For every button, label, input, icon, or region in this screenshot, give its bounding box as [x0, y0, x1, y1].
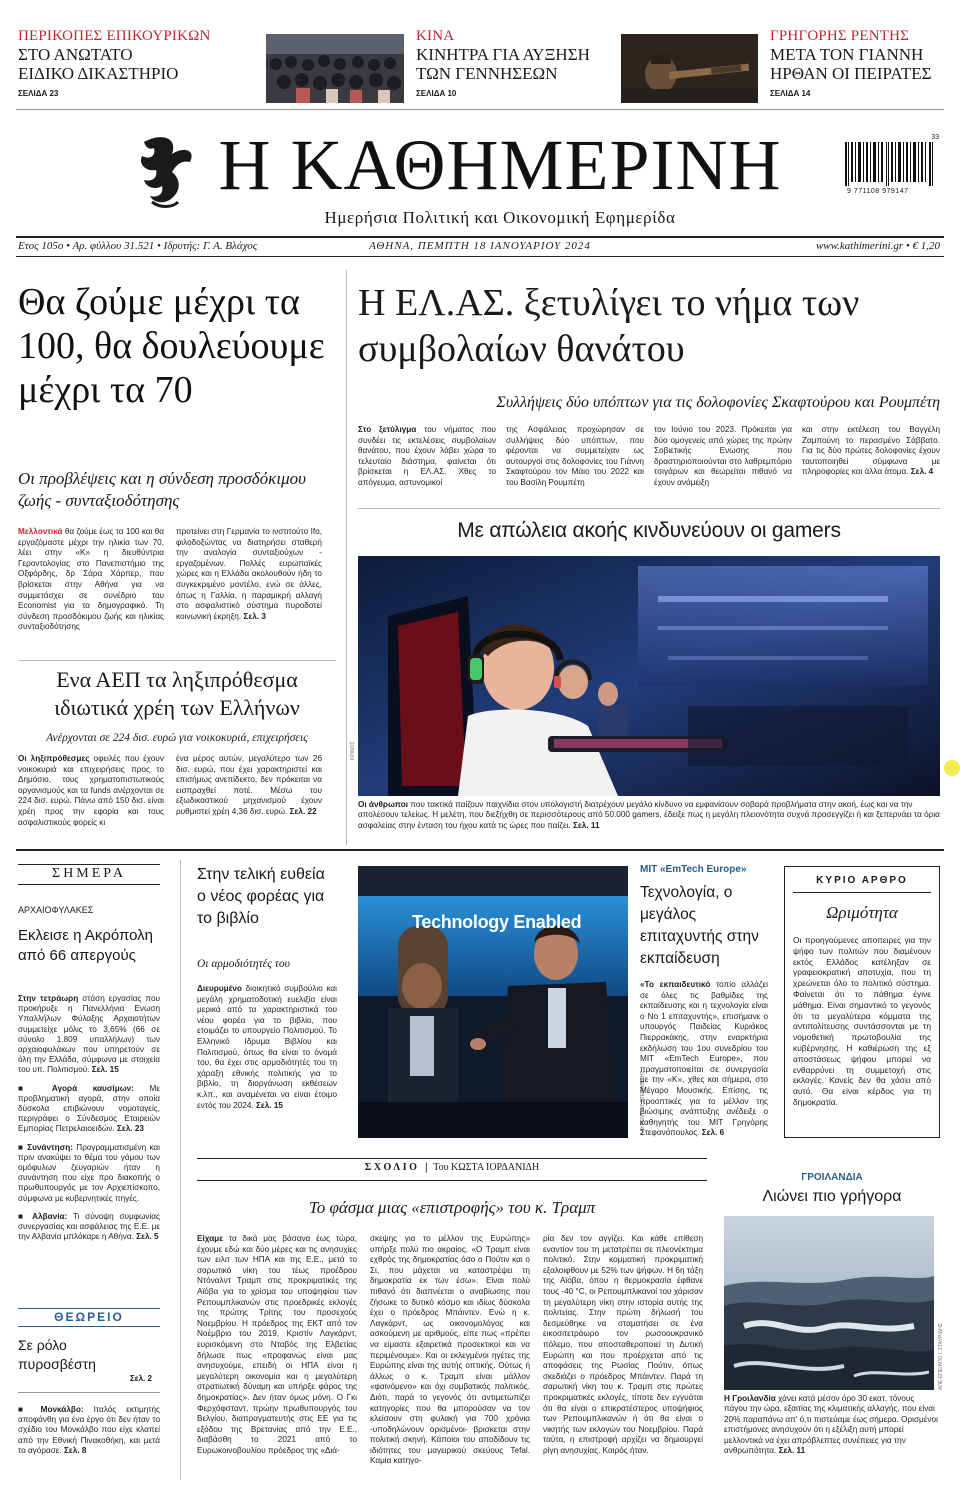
comment-lead: Είχαμε [197, 1234, 224, 1243]
barcode-issue: 33 [931, 134, 939, 141]
simera-heading: ΣΗΜΕΡΑ [52, 866, 126, 881]
simera-item-3-bold: Αλβανία: [32, 1211, 68, 1221]
comment-col-3 [543, 1234, 703, 1456]
info-bar-bottom-rule [16, 256, 944, 257]
greenland-caption-text: χάνει κατά μέσον όρο 30 εκατ. τόνους πάγου την ώρα, εξαιτίας της κλιματικής αλλαγής, που είναι 20% παραπάνω απ' ό,τι πιστεύαμε έως σήμερα. Ορισμένοι επιστήμονες ανησυχούν ότι η εξέλιξη αυτή μπορεί μελλοντικά να έχει απρόβλεπτες συνέπειες για την ανθρωπότητα. [724, 1394, 938, 1456]
comment-header-rule-2 [197, 1180, 707, 1181]
book-title[interactable]: Στην τελική ευθεία ο νέος φορέας για το βιβλίο [197, 866, 325, 927]
date-line: ΑΘΗΝΑ, ΠΕΜΠΤΗ 18 ΙΑΝΟΥΑΡΙΟΥ 2024 [369, 240, 591, 252]
editorial-heading-rule [793, 892, 931, 893]
gamers-headline[interactable]: Με απώλεια ακοής κινδυνεύουν οι gamers [457, 519, 841, 542]
pension-col-1 [18, 527, 164, 633]
elas-col-3 [654, 425, 792, 489]
comment-col-2 [370, 1234, 530, 1467]
gamers-caption [358, 800, 940, 831]
elas-col-2 [506, 425, 644, 489]
elas-col-1 [358, 425, 496, 489]
gdp-text-1: οφειλές που έχουν νοικοκυριά και επιχειρήσεις προς το Δημόσιο, τους χρηματοπιστωτικούς οργανισμούς και τα funds ανέρχονται σε 224 δισ. ευρώ. Πάνω από 150 δισ. είναι χρέη προς την εφορία και τους ασφαλιστικούς φορείς κι [18, 754, 164, 827]
simera-lead-ref[interactable]: Σελ. 15 [91, 1065, 119, 1075]
newspaper-name[interactable]: Η ΚΑΘΗΜΕΡΙΝΗ [218, 125, 782, 205]
simera-lead [18, 994, 160, 1076]
greenland-page-ref[interactable]: Σελ. 11 [778, 1446, 806, 1456]
pension-subhead: Οι προβλέψεις και η σύνδεση προσδόκιμου ζωής - συνταξιοδότησης [18, 469, 306, 510]
teaser-page: ΣΕΛΙΔΑ 23 [18, 89, 59, 98]
comment-separator: | [424, 1162, 428, 1173]
book-page-ref[interactable]: Σελ. 15 [255, 1100, 283, 1110]
theoreio-item: ■ Μονκάλβο: Ιταλός εκτιμητής αποφάνθη για ένα έργο ότι δεν ήταν το σχέδιο του Μονκάλβο που είχε κλαπεί από την Εθνική Πινακοθήκη, και μετά το αγόρασε. Σελ. 8 [18, 1405, 160, 1455]
mit-photo [358, 866, 628, 1138]
book-text: διοικητικό συμβούλιο και μεγάλη χρηματοδοτική ευελιξία είναι μερικά από τα χαρακτηριστικά του νέου φορέα για το βιβλίο, που ετοιμάζει το υπουργείο Πολιτισμού. Το Ελληνικό Ιδρυμα Βιβλίου και Πολιτισμού, όπως θα είναι το όνομά του, θα έχει στις αρμοδιότητές του τη χάραξη εθνικής πολιτικής για το βιβλίο, τη διοργάνωση εκθέσεων κ.λπ., και αναμένεται να είναι έτοιμο εντός του 2024. [197, 984, 337, 1110]
elas-text-2: της Ασφάλειας προχώρησαν σε συλλήψεις δύο υπόπτων, που φέρονται να συμμετείχαν ως αυτουργοί στις δολοφονίες του Γιάννη Σκαφτούρου τον Μάιο του 2022 και του Βασίλη Ρουμπέτη [506, 425, 644, 487]
gamers-page-ref[interactable]: Σελ. 11 [573, 820, 600, 830]
simera-item-3-ref[interactable]: Σελ. 5 [136, 1232, 159, 1242]
elas-col-4 [802, 425, 940, 478]
elas-text-1: του νήματος που συνδέει τις εκτελέσεις συμβολαίων θανάτου, που έχουν λάβει χώρα το τελευταίο διάστημα, φαίνεται ότι βρίσκεται η ΕΛ.ΑΣ. Χθες το απόγευμα, αστυνομικοί [358, 425, 496, 487]
greenland-caption-lead: Η Γροιλανδία [724, 1394, 776, 1403]
teaser-kicker: ΠΕΡΙΚΟΠΕΣ ΕΠΙΚΟΥΡΙΚΩΝ [18, 28, 211, 44]
gamers-photo-credit: ΚΡΙΝΟΣ [350, 741, 356, 760]
greenland-photo-credit: ΑΠΕ-ΕΠΕ/ΑΠΟ Ι. ΣΤΑΥΡΙΔΗΣ [938, 1323, 944, 1390]
teaser-title: ΜΕΤΑ ΤΟΝ ΓΙΑΝΝΗ ΗΡΘΑΝ ΟΙ ΠΕΙΡΑΤΕΣ [770, 45, 932, 83]
simera-item-1-bold: Αγορά καυσίμων: [51, 1083, 134, 1093]
website-price[interactable]: www.kathimerini.gr • € 1,20 [815, 240, 940, 252]
book-body [197, 984, 337, 1111]
elas-text-4: και στην εκτέλεση του Βαγγέλη Ζαμπούνη το περασμένο Σάββατο. Για τις δύο πρώτες δολοφονίες έχουν ταυτοποιηθεί σύμφωνα με πληροφορίες και άλλα άτομα. [802, 425, 940, 477]
gamers-caption-lead: Οι άνθρωποι [358, 800, 408, 809]
theoreio-page-ref[interactable]: Σελ. 2 [130, 1374, 152, 1383]
simera-item-2: ■ Συνάντηση: Προγραμματισμένη και πριν ανακύψει το θέμα του γάμου των ομόφυλων ζευγαριών ήταν η συνάντηση που είχε προ διακοπής ο πρωθυπουργός με τον Αρχιεπίσκοπο, σύμφωνα με κυβερνητικές πηγές. [18, 1142, 160, 1203]
gdp-subhead: Ανέρχονται σε 224 δισ. ευρώ για νοικοκυριά, επιχειρήσεις [46, 732, 308, 744]
theoreio-rule [18, 1392, 160, 1393]
editorial-text: Οι προηγούμενες αποπειρες για την ψήφο των πολιτών που διαμένουν εκτός Ελλάδος κατέληξαν σε γραφειοκρατική αποτυχία, που τη χρεώνεται όλο το πολιτικό σύστημα. Φαίνεται ότι το πάθημα έγινε μάθημα. Είναι σημαντικό το γεγονός ότι τα μεγαλύτερα κόμματα της αντιπολίτευσης συντάσσονται με τη νομοθετική πρωτοβουλία της κυβέρνησης. Η καθιέρωση της εξ αποστάσεως ψήφου μπορεί να ενθαρρύνει τη συμμετοχή στις εκλογές. Κανείς δεν θα χάσει από αυτό. Θα είναι κέρδος για τη δημοκρατία. [793, 935, 931, 1107]
masthead [0, 112, 960, 237]
simera-item-3: ■ Αλβανία: Τι σύνοψη συμφωνίας συνεργασίας και ασφάλειας της Ε.Ε. με την Αλβανία μπλόκαρε η Αθήνα. Σελ. 5 [18, 1211, 160, 1242]
greenland-photo [724, 1216, 934, 1390]
mit-text: τοπίο αλλάζει σε όλες τις βαθμίδες της εκπαίδευσης και η τεχνολογία είναι ο Νο 1 επιταχυντής», επισήμανε ο υπουργός Παιδείας Κυριάκος Πιερρακάκης, στην εναρκτήρια εκδήλωση του 1ου συνεδρίου του MIT «EmTech Europe», που πραγματοποιείται σε συνεργασία με την «Κ», χθες και σήμερα, στο Μέγαρο Μουσικής. Επίσης, τις προοπτικές για το μέλλον της βιώσιμης ανάπτυξης ανέδειξε ο καθηγητής του MIT Γρηγόρης Στεφανόπουλος. [640, 980, 768, 1138]
simera-lead-bold: Στην τετράωρη [18, 994, 79, 1003]
simera-item-3-text: Τι σύνοψη συμφωνίας συνεργασίας και ασφάλειας της Ε.Ε. με την Αλβανία μπλόκαρε η Αθήνα. [18, 1211, 160, 1242]
mit-page-ref[interactable]: Σελ. 6 [701, 1128, 725, 1138]
theoreio-item-ref[interactable]: Σελ. 8 [63, 1445, 87, 1455]
gamers-caption-text: που τακτικά παίζουν παιχνίδια στον υπολογιστή διατρέχουν μεγάλο κίνδυνο να εμφανίσουν σοβαρά προβλήματα στην ακοή, έως και να την απολέσουν τελείως. Η μελέτη, που διεξήχθη σε περισσότερους από 50.000 gamers, έδειξε πως η μεγάλη πλειονότητα συχνά προσεγγίζει ή και ξεπερνάει τα όρια ασφαλείας στην ένταση του ήχου κατά τις ώρες που παίζει. [358, 800, 940, 830]
teaser-pirate-photo [621, 34, 758, 103]
theoreio-title[interactable]: Σε ρόλο πυροσβέστη [18, 1337, 96, 1372]
divider [16, 109, 944, 110]
elas-subhead: Συλλήψεις δύο υπόπτων για τις δολοφονίες Σκαφτούρου και Ρουμπέτη [496, 394, 940, 411]
book-lead: Διευρυμένο [197, 984, 242, 993]
comment-header [197, 1162, 707, 1173]
theoreio-heading-rule [18, 1326, 160, 1327]
comment-text-1: τα δικά μας βάσανα έως τώρα, έχουμε εδώ και δύο μέρες και τις ανησυχίες των ειλιτ των ΗΠΑ και της Ε.Ε., μετά το σαρωτικό νίκη του τέως προέδρου Ντόναλντ Τραμπ στις προκριματικές της Αϊόβα για το χρίσμα του υποψηφίου των Ρεπουμπλικανών στις προεδρικές εκλογές της πρώτης Τρίτης του προσεχούς Νοεμβρίου. Η πρόεδρος της ΕΚΤ από τον Νοέμβριο του 2019, Κριστίν Λαγκάρντ, ευρισκόμενη στο Νταβός της Ελβετίας δήλωσε πως «προφανώς είναι μας ανησυχούμε, επειδή οι ΗΠΑ είναι η μεγαλύτερη οικονομία και η μεγαλύτερη στρατιωτική δύναμη και υπήρξε φάρος της δημοκρατίας». Δεν ήταν όμως μόνη. Ο Γκι Φερχόφσταντ, πρώην πρωθυπουργός του Βελγίου, διαπραγματευτής στις ΕΕ για τις εξόδου της Βρετανίας από την Ε.Ε., διαβάσθη το 2021 από το Ευρωκοινοβουλίου πρόεδρος της «Διά- [197, 1234, 358, 1455]
teaser-kicker: ΚΙΝΑ [416, 28, 455, 44]
gdp-lead: Οι ληξιπρόθεσμες [18, 754, 90, 763]
theoreio-top-rule [18, 1308, 160, 1309]
book-subhead: Οι αρμοδιότητές του [197, 958, 290, 970]
pension-text-1: θα ζούμε έως τα 100 και θα εργαζόμαστε μέχρι την ηλικία των 70, λέει στην «Κ» η διευθύντρια Γεροντολογίας στο Πανεπιστήμιο της Οξφόρδης, δρ Σάρα Χάρπερ, που βρίσκεται στην Αθήνα για να συμμετάσχει σε συνέδριο του Economist για τα δημογραφικό. Τη σύνδεση προσδόκιμου ζωής και ηλικίας συνταξιοδότησης [18, 527, 164, 632]
marker-highlight [944, 760, 960, 776]
elas-headline[interactable]: Η ΕΛ.ΑΣ. ξετυλίγει το νήμα των συμβολαίων θανάτου [358, 282, 860, 370]
teaser-crowd-photo [266, 34, 404, 103]
greenland-caption [724, 1394, 938, 1456]
simera-item-1-text: Με προβληματική αγορά, στην οποία δύσκολα επιβιώνουν νομοταγείς, περιγράφει ο Σύνδεσμος Εταιρειών Εμπορίας Πετρελαιοειδών. [18, 1083, 160, 1134]
pension-page-ref[interactable]: Σελ. 3 [243, 611, 266, 621]
comment-header-rule [197, 1158, 707, 1159]
simera-item-2-bold: Συνάντηση: [27, 1142, 74, 1152]
pension-headline[interactable]: Θα ζούμε μέχρι τα 100, θα δουλεύουμε μέχρι τα 70 [18, 281, 325, 411]
greenland-kicker: ΓΡΟΙΛΑΝΔΙΑ [801, 1172, 863, 1183]
pension-lead: Μελλοντικά [18, 527, 63, 536]
masthead-subtitle: Ημερήσια Πολιτική και Οικονομική Εφημερίδα [324, 208, 676, 227]
editorial-box [784, 866, 940, 1138]
comment-author: Του ΚΩΣΤΑ ΙΟΡΔΑΝΙΔΗ [433, 1162, 540, 1173]
teaser-2[interactable] [416, 28, 606, 98]
elas-page-ref[interactable]: Σελ. 4 [910, 467, 934, 477]
comment-label: ΣΧΟΛΙΟ [364, 1162, 420, 1173]
simera-item-2-text: Προγραμματισμένη και πριν ανακύψει το θέμα του γάμου των ομόφυλων ζευγαριών ήταν η συνάντηση που είχε προ διακοπής ο πρωθυπουργός με τον Αρχιεπίσκοπο, σύμφωνα με κυβερνητικές πηγές. [18, 1142, 160, 1203]
issue-info: Ετος 105ο • Αρ. φύλλου 31.521 • Ιδρυτής: Γ. Α. Βλάχος [18, 240, 258, 252]
gamers-rule [358, 508, 940, 509]
teaser-page: ΣΕΛΙΔΑ 10 [416, 89, 457, 98]
sidebar-divider [180, 860, 181, 1480]
gdp-page-ref[interactable]: Σελ. 22 [289, 806, 317, 816]
griffin-logo-icon [132, 132, 202, 212]
teaser-title: ΚΙΝΗΤΡΑ ΓΙΑ ΑΥΞΗΣΗ ΤΩΝ ΓΕΝΝΗΣΕΩΝ [416, 45, 590, 83]
elas-text-3: τον Ιούνιο του 2023. Πρόκειται για δύο ομογενείς από χώρες της πρώην Σοβιετικής Ενωσης που δραστηριοποιούνται στο λαθρεμπόριο τσιγάρων και θεωρείται πιθανό να έχουν ανάμειξη [654, 425, 792, 487]
simera-top-rule [18, 864, 160, 865]
editorial-title[interactable]: Ωριμότητα [826, 903, 898, 922]
upper-section-rule [16, 849, 944, 851]
simera-item-1: ■ Αγορά καυσίμων: Με προβληματική αγορά, στην οποία δύσκολα επιβιώνουν νομοταγείς, περιγράφει ο Σύνδεσμος Εταιρειών Εμπορίας Πετρελαιοειδών. Σελ. 23 [18, 1083, 160, 1134]
simera-title[interactable]: Εκλεισε η Ακρόπολη από 66 απεργούς [18, 927, 154, 964]
teaser-page: ΣΕΛΙΔΑ 14 [770, 89, 811, 98]
barcode [843, 136, 941, 198]
barcode-number: 9 771108 979147 [847, 188, 909, 195]
gdp-rule [18, 660, 336, 661]
simera-heading-rule [18, 884, 160, 885]
comment-title[interactable]: Το φάσμα μιας «επιστροφής» του κ. Τραμπ [308, 1198, 596, 1217]
mit-photo-credit: ΛΑΥΡΕΝΤΙΟΣ ΣΤΕΦΑΝΙΔΗΣ [640, 1070, 646, 1135]
gdp-headline[interactable]: Ενα ΑΕΠ τα ληξιπρόθεσμα ιδιωτικά χρέη των Ελλήνων [54, 667, 300, 720]
info-bar-top-rule [16, 236, 944, 238]
teaser-title: ΣΤΟ ΑΝΩΤΑΤΟ ΕΙΔΙΚΟ ΔΙΚΑΣΤΗΡΙΟ [18, 45, 179, 83]
mit-kicker: MIT «EmTech Europe» [640, 864, 747, 875]
gdp-col-2 [176, 754, 322, 818]
simera-lead-text: στάση εργασίας που προκήρυξε η Πανελλήνια Ενωση Υπαλλήλων Φύλαξης Αρχαιοτήτων συμμετείχε μόλις το 3,65% (66 σε σύνολο 1.809 υπαλλήλων) των αρχαιοφυλάκων που υπηρετούν σε όλη την Ελλάδα, σύμφωνα με στοιχεία του υπ. Πολιτισμού. [18, 994, 160, 1075]
comment-col-1 [197, 1234, 357, 1456]
pension-col-2 [176, 527, 322, 622]
editorial-heading: ΚΥΡΙΟ ΑΡΘΡΟ [816, 875, 908, 886]
gamers-photo [358, 556, 940, 796]
greenland-title[interactable]: Λιώνει πιο γρήγορα [762, 1188, 902, 1205]
comment-text-2: σκεψης για το μέλλον της Ευρώπης» υπήρξε πολύ πιο ακραίος. «Ο Τραμπ είναι εχθρός της δημοκρατίας όσο ο Πούτιν και ο Σι, που μάχεται να καταστρέψει τη δημοκρατία εκ των έσω». Είναι πολύ πιθανό ότι διαπνέεται ο αναβίωσης που ζήσωκε το δυτικό κόσμο και ιδίως δύσκολα έχει ο πρόεδρος Μπάιντεν. Ενώ η κ. Λαγκάρντ, ως οικονομολόγος και ασκούμενη με αριθμούς, είπε πως «πρέπει να είμαστε εξαιρετικά προσεκτικοί και να περιμένουμε». Και οι εκλεγμένοι ηγέτες της Ευρώπης είναι της αυτής οπτικής. Ούτως ή άλλως ο κ. Τραμπ είναι μάλλον «φαινόμενο» και όχι συμβατικός πολιτικός. Διότι, παρά το γεγονός ότι αντιμετωπίζει κατηγορίες που θα μπορούσαν να τον κλείσουν στη φυλακή για 700 χρόνια -υποδηλώνουν ορισμένοι- βρισκεται στην πολιτική σκηνή. Κάποιοι του αποδίδουν τις ιδιότητες του μαγειρικού σκεύους Tefal. Καμία κατηγο- [370, 1234, 530, 1466]
simera-body [18, 994, 160, 1242]
pension-text-2: προτείνει στη Γερμανία το ινστιτούτο Ifo, φιλοδοξώντας να διατηρήσει σταθερή την αναλογία συνταξιούχων - εργαζομένων. Πολλές ευρωπαϊκές χώρες και η Ελλάδα ακολουθούν ήδη το συγκεκριμένο μοντέλο, ενώ σε άλλες, όπως η Γαλλία, η παραμικρή αλλαγή στο ασφαλιστικό σύστημα πυροδοτεί κοινωνική έκρηξη. [176, 527, 322, 621]
elas-lead: Στο ξετύλιγμα [358, 425, 417, 434]
mit-banner-text: Technology Enabled [412, 912, 582, 932]
mit-body [640, 980, 768, 1139]
teaser-kicker: ΓΡΗΓΟΡΗΣ ΡΕΝΤΗΣ [770, 28, 910, 44]
simera-item-1-ref[interactable]: Σελ. 23 [116, 1124, 144, 1134]
theoreio-item-bold: Μονκάλβο: [40, 1405, 84, 1414]
simera-kicker: ΑΡΧΑΙΟΦΥΛΑΚΕΣ [18, 905, 94, 915]
theoreio-item-text: Ιταλός εκτιμητής αποφάνθη για ένα έργο ότι δεν ήταν το σχέδιο του Μονκάλβο που είχε κλαπεί από την Εθνική Πινακοθήκη, και μετά το αγόρασε. [18, 1405, 160, 1455]
mit-title[interactable]: Τεχνολογία, ο μεγάλος επιταχυντής στην εκπαίδευση [640, 884, 759, 967]
teaser-3[interactable] [770, 28, 950, 98]
comment-text-3: ρία δεν τον αγγίζει. Και κάθε επίθεση εναντίον του τη μετατρέπει σε πλεονέκτημα πολιτικό. Στην κομματική προκριματική εξαλοιφθουν με 52% των ψήφων. Η 6η τάξη της Αϊόβα, όπου η θερμοκρασία έφθανε τους -40 °C, οι Ρεπουμπλικανοί του χάρισαν τη μεγαλύτερη νίκη στην ιστορία αυτής της πολιτείας. Στην πρώτη δήλωσή του δεσμεύθηκε να σταματήσει σε ένα εικοσιτετράωρο τον ρωσοουκρανικό πόλεμο, που αποσταθεροποιεί τη Δυτική Ευρώπη και που προέρχεται από τις αποφάσεις της Ρωσίας Πούτιν, όπως σκεδιάζει ο πρόεδρος Μπάιντεν. Παρά τη σαρωτική νίκη του κ. Τραμπ στις πρώτες προκριματικές εκλογές, τίποτε δεν εγγυάται ότι θα είναι ο επικρατέστερος υποψήφιος των Ρεπουμπλικανών ή ότι θα είναι ο νικητής των εκλογών του Νοεμβρίου. Παρά ταύτα, η επιστροφή αρχίζει να δημιουργεί ρίγη ανησυχίας. Καιρός ήταν. [543, 1234, 703, 1455]
teaser-1[interactable] [18, 28, 248, 98]
theoreio-heading: ΘΕΩΡΕΙΟ [54, 1310, 124, 1324]
gdp-col-1 [18, 754, 164, 828]
teaser-bar [0, 0, 960, 110]
column-divider [346, 270, 347, 845]
gdp-text-2: ένα μέρος αυτών, μεγαλύτερο των 26 δισ. ευρώ, που έχει χαρακτηριστεί και επισήμως ανεπίδεκτο, δεν πρόκειται να εισπραχθεί ποτέ. Μέσω του εξωδικαστικού μηχανισμού έχουν ρυθμιστεί χρέη 4,36 δισ. ευρώ. [176, 754, 322, 816]
mit-lead: «Το εκπαιδευτικό [640, 980, 711, 989]
